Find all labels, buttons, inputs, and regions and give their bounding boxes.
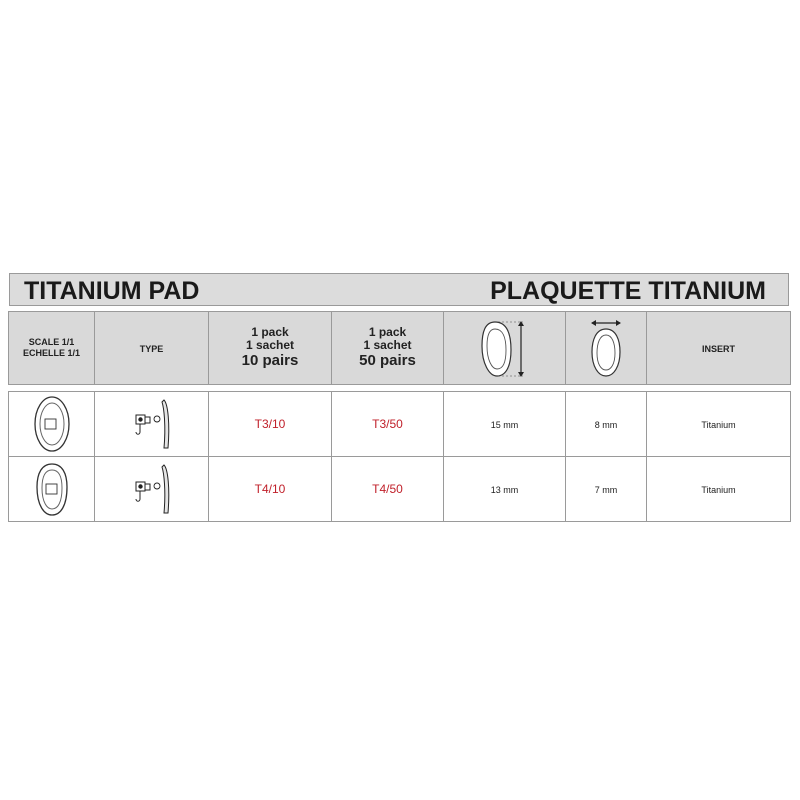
header-width bbox=[566, 312, 647, 385]
height-cell bbox=[444, 457, 566, 522]
pad-width-diagram-icon bbox=[576, 316, 636, 380]
header-type bbox=[95, 312, 209, 385]
header-insert bbox=[647, 312, 791, 385]
title-french: PLAQUETTE TITANIUM bbox=[490, 277, 766, 305]
scale-cell bbox=[9, 457, 95, 522]
height-cell bbox=[444, 392, 566, 457]
ref-10-pairs-label: T3/10 bbox=[254, 417, 286, 431]
width-value: 8 mm bbox=[594, 420, 618, 430]
pad-side-view-icon bbox=[122, 396, 182, 452]
header-insert-label: INSERT bbox=[701, 344, 735, 354]
header-pack50-line1: 1 pack bbox=[368, 325, 407, 339]
type-cell bbox=[95, 392, 209, 457]
header-scale bbox=[9, 312, 95, 385]
width-cell bbox=[566, 392, 647, 457]
ref-10-pairs bbox=[209, 457, 332, 522]
title-english: TITANIUM PAD bbox=[24, 277, 200, 305]
product-table bbox=[8, 311, 791, 522]
insert-value: Titanium bbox=[701, 420, 736, 430]
ref-10-pairs-label: T4/10 bbox=[254, 482, 286, 496]
insert-value: Titanium bbox=[701, 485, 736, 495]
insert-cell bbox=[647, 392, 791, 457]
header-pack10-line3: 10 pairs bbox=[241, 352, 299, 369]
header-pack50-line3: 50 pairs bbox=[359, 352, 416, 369]
header-type-label: TYPE bbox=[139, 344, 164, 354]
ref-50-pairs-label: T3/50 bbox=[372, 417, 403, 431]
height-value: 13 mm bbox=[490, 485, 519, 495]
ref-50-pairs-label: T4/50 bbox=[372, 482, 403, 496]
table-row bbox=[9, 392, 791, 457]
ref-50-pairs bbox=[332, 457, 444, 522]
width-cell bbox=[566, 457, 647, 522]
scale-cell bbox=[9, 392, 95, 457]
pad-outline-icon bbox=[30, 394, 74, 454]
header-pack-50 bbox=[332, 312, 444, 385]
type-cell bbox=[95, 457, 209, 522]
ref-10-pairs bbox=[209, 392, 332, 457]
ref-50-pairs bbox=[332, 392, 444, 457]
pad-height-diagram-icon bbox=[465, 316, 545, 380]
header-scale-en: SCALE 1/1 bbox=[28, 337, 75, 347]
pad-side-view-icon bbox=[122, 461, 182, 517]
pad-outline-icon bbox=[30, 459, 74, 519]
table-row bbox=[9, 457, 791, 522]
header-height bbox=[444, 312, 566, 385]
header-pack-10 bbox=[209, 312, 332, 385]
width-value: 7 mm bbox=[594, 485, 618, 495]
title-bar bbox=[9, 273, 789, 306]
header-pack50-line2: 1 sachet bbox=[363, 338, 412, 352]
height-value: 15 mm bbox=[490, 420, 519, 430]
header-pack10-line2: 1 sachet bbox=[245, 338, 295, 352]
header-pack10-line1: 1 pack bbox=[251, 325, 289, 339]
header-gap bbox=[9, 385, 791, 392]
insert-cell bbox=[647, 457, 791, 522]
table-header-row bbox=[9, 312, 791, 385]
header-scale-fr: ECHELLE 1/1 bbox=[22, 348, 80, 358]
